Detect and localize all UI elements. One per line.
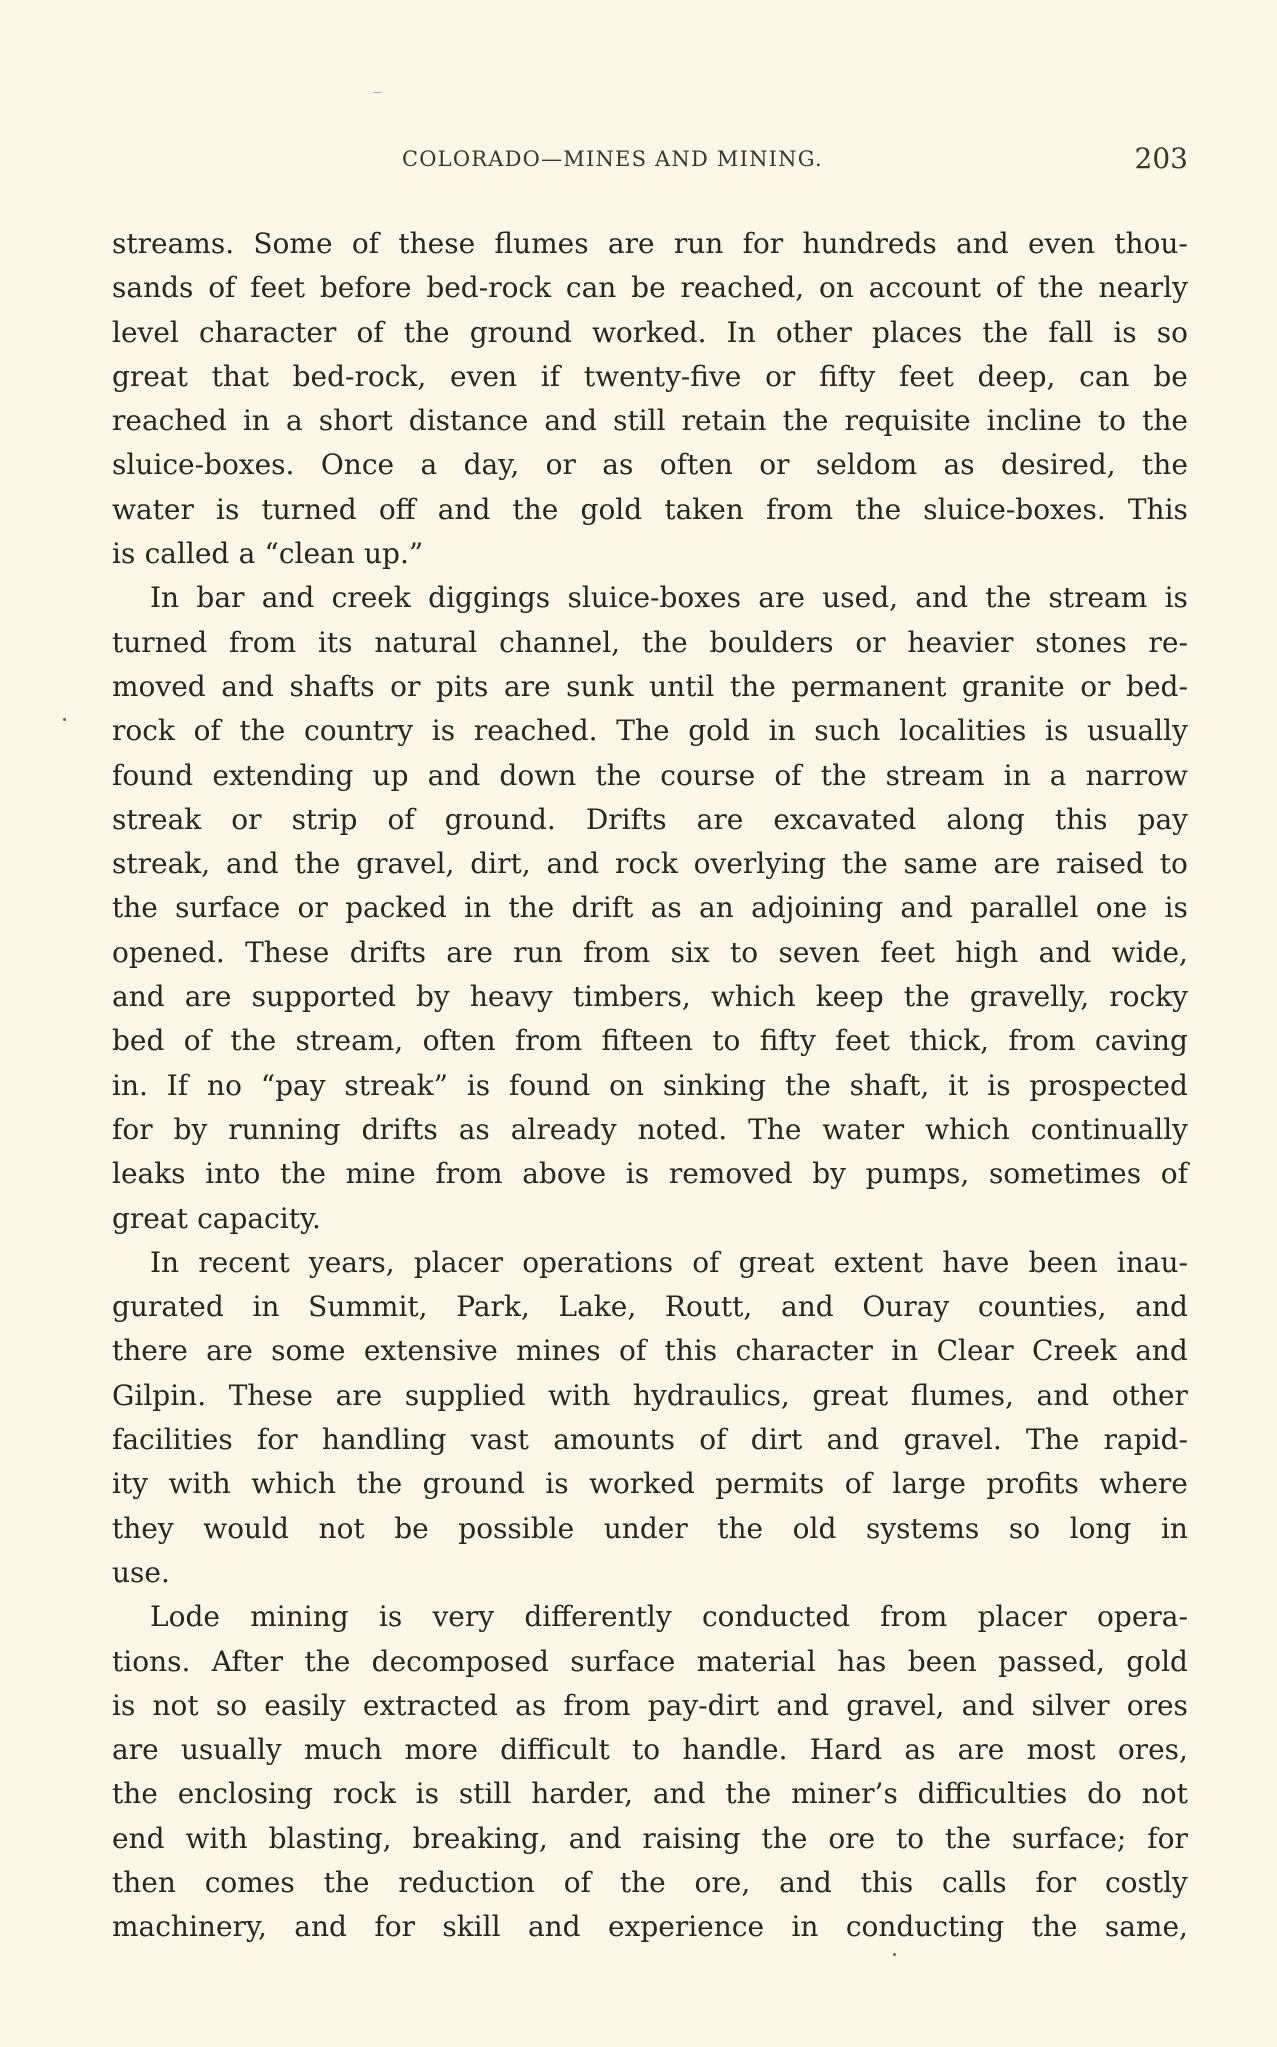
running-head — [112, 144, 1188, 184]
text-line: gurated in Summit, Park, Lake, Routt, and Ouray counties, and — [112, 1290, 1188, 1324]
text-line: there are some extensive mines of this character in Clear Creek and — [112, 1334, 1188, 1368]
text-line: is not so easily extracted as from pay-dirt and gravel, and silver ores — [112, 1688, 1188, 1722]
text-line: turned from its natural channel, the boulders or heavier stones re- — [112, 625, 1188, 659]
text-line: streak, and the gravel, dirt, and rock overlying the same are raised to — [112, 847, 1188, 881]
text-line: the enclosing rock is still harder, and the miner’s difficulties do not — [112, 1777, 1188, 1811]
text-line: for by running drifts as already noted. The water which continually — [112, 1112, 1188, 1146]
text-line: Gilpin. These are supplied with hydraulics, great flumes, and other — [112, 1378, 1188, 1412]
text-line: leaks into the mine from above is removed by pumps, sometimes of — [112, 1157, 1188, 1191]
text-line: streak or strip of ground. Drifts are excavated along this pay — [112, 802, 1188, 836]
text-line: opened. These drifts are run from six to seven feet high and wide, — [112, 935, 1188, 969]
text-line: use. — [112, 1555, 170, 1589]
page-top-mark — [373, 92, 381, 93]
text-line: they would not be possible under the old systems so long in — [112, 1511, 1188, 1545]
text-line: are usually much more difficult to handle. Hard as are most ores, — [112, 1733, 1188, 1767]
text-line: moved and shafts or pits are sunk until the permanent granite or bed- — [112, 669, 1188, 703]
text-line: In recent years, placer operations of great extent have been inau- — [150, 1245, 1188, 1279]
text-line: the surface or packed in the drift as an adjoining and parallel one is — [112, 891, 1188, 925]
running-title: COLORADO—MINES AND MINING. — [402, 147, 823, 171]
text-line: machinery, and for skill and experience in conducting the same, — [112, 1910, 1188, 1944]
text-line: ity with which the ground is worked permits of large profits where — [112, 1467, 1188, 1501]
text-line: great that bed-rock, even if twenty-five or fifty feet deep, can be — [112, 359, 1188, 393]
text-line: water is turned off and the gold taken from the sluice-boxes. This — [112, 492, 1188, 526]
text-line: great capacity. — [112, 1201, 321, 1235]
text-line: streams. Some of these flumes are run for hundreds and even thou- — [112, 227, 1188, 260]
text-line: and are supported by heavy timbers, which keep the gravelly, rocky — [112, 980, 1188, 1014]
text-line: in. If no “pay streak” is found on sinking the shaft, it is prospected — [112, 1068, 1188, 1102]
text-line: In bar and creek diggings sluice-boxes are used, and the stream is — [150, 581, 1188, 615]
body-text — [112, 222, 1188, 1950]
text-line: sluice-boxes. Once a day, or as often or seldom as desired, the — [112, 448, 1188, 482]
text-line: bed of the stream, often from fifteen to fifty feet thick, from caving — [112, 1024, 1188, 1058]
text-line: then comes the reduction of the ore, and this calls for costly — [112, 1865, 1188, 1899]
text-line: found extending up and down the course of the stream in a narrow — [112, 758, 1188, 792]
text-line: reached in a short distance and still retain the requisite incline to the — [112, 404, 1188, 438]
text-line: tions. After the decomposed surface material has been passed, gold — [112, 1644, 1188, 1678]
page-number: 203 — [1134, 142, 1188, 175]
text-line: sands of feet before bed-rock can be reached, on account of the nearly — [112, 271, 1188, 305]
margin-mark — [63, 718, 66, 721]
text-line: is called a “clean up.” — [112, 537, 424, 571]
text-line: end with blasting, breaking, and raising the ore to the surface; for — [112, 1821, 1188, 1855]
text-line: Lode mining is very differently conducted from placer opera- — [150, 1600, 1188, 1634]
text-line: facilities for handling vast amounts of dirt and gravel. The rapid- — [112, 1423, 1188, 1457]
bottom-mark — [893, 1953, 896, 1956]
text-line: rock of the country is reached. The gold in such localities is usually — [112, 714, 1188, 748]
text-line: level character of the ground worked. In other places the fall is so — [112, 315, 1188, 349]
